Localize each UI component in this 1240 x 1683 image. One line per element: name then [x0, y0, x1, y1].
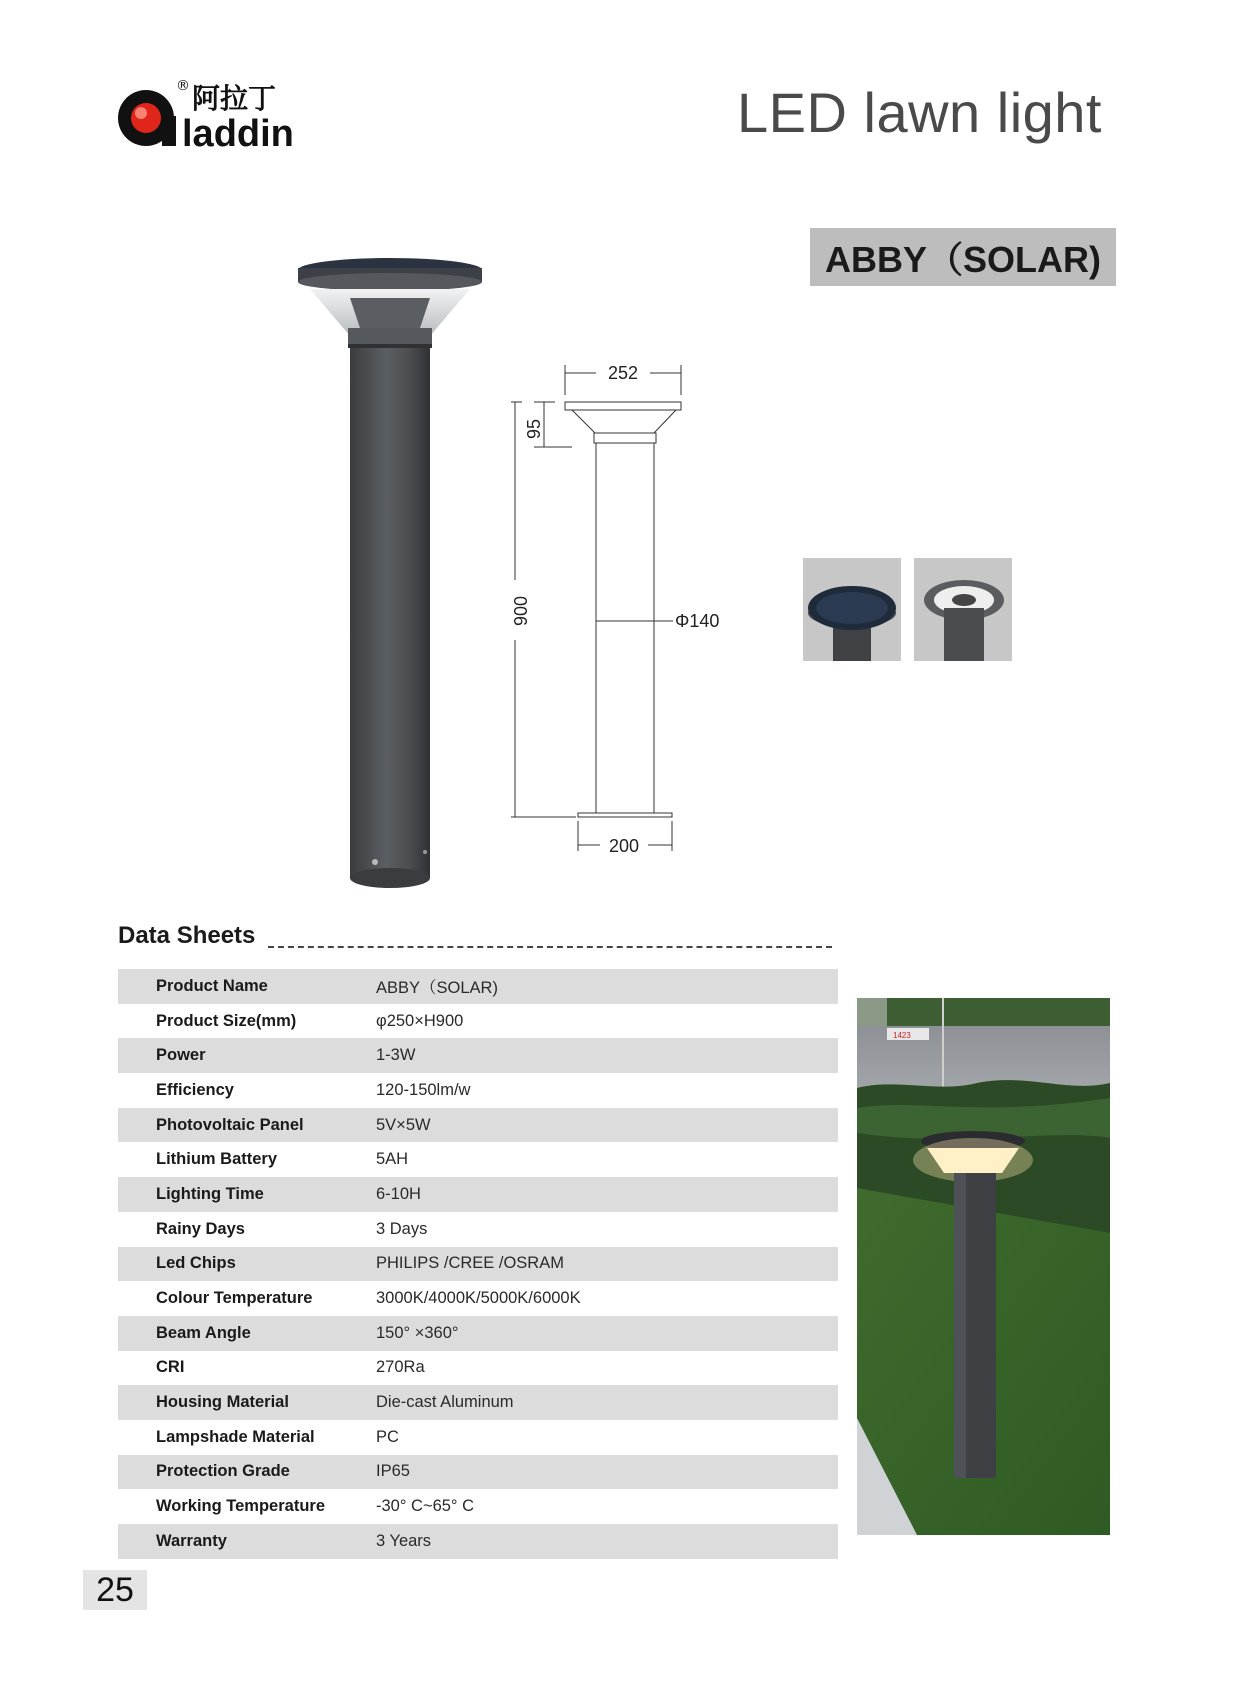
spec-value: 1-3W [376, 1046, 416, 1065]
spec-row [118, 1038, 838, 1073]
dim-base-width: 200 [608, 836, 640, 856]
spec-row [118, 1385, 838, 1420]
spec-row [118, 1212, 838, 1247]
spec-value: 3000K/4000K/5000K/6000K [376, 1289, 581, 1308]
spec-value: φ250×H900 [376, 1011, 464, 1030]
scene-photo [857, 998, 1110, 1535]
spec-label: Lighting Time [156, 1184, 264, 1203]
dim-pole-diameter: Φ140 [675, 611, 720, 631]
spec-row [118, 1177, 838, 1212]
spec-value: ABBY（SOLAR) [376, 979, 498, 998]
spec-label: Photovoltaic Panel [156, 1115, 304, 1134]
spec-label: Beam Angle [156, 1323, 251, 1342]
spec-label: Efficiency [156, 1080, 234, 1099]
spec-label: Warranty [156, 1531, 227, 1550]
spec-value: 3 Days [376, 1219, 428, 1238]
spec-row [118, 1073, 838, 1108]
product-render-image [280, 258, 500, 890]
spec-value: PC [376, 1427, 399, 1446]
spec-value: IP65 [376, 1462, 410, 1481]
street-sign-text: 1423 [893, 1031, 911, 1040]
dimension-drawing [510, 355, 750, 875]
spec-row [118, 1489, 838, 1524]
model-banner: ABBY（SOLAR) [810, 228, 1116, 286]
spec-label: Lithium Battery [156, 1150, 278, 1169]
spec-value: 5AH [376, 1150, 409, 1169]
spec-row [118, 1108, 838, 1143]
thumbnail-bottom-view [914, 558, 1012, 661]
spec-value: 150° ×360° [376, 1323, 459, 1342]
spec-table [118, 969, 838, 1559]
spec-row [118, 1247, 838, 1282]
spec-label: Colour Temperature [156, 1289, 313, 1308]
dashed-divider [268, 946, 832, 948]
thumbnail-top-view [803, 558, 901, 661]
spec-row [118, 1004, 838, 1039]
spec-row [118, 1524, 838, 1559]
spec-row [118, 969, 838, 1004]
registered-mark: ® [176, 78, 190, 94]
spec-row [118, 1420, 838, 1455]
brand-logo [114, 76, 314, 156]
spec-value: 120-150lm/w [376, 1080, 471, 1099]
spec-value: -30° C~65° C [376, 1497, 475, 1516]
page-number: 25 [83, 1570, 147, 1610]
spec-label: Protection Grade [156, 1462, 290, 1481]
spec-label: Power [156, 1046, 206, 1065]
spec-value: 6-10H [376, 1184, 421, 1203]
page-title: LED lawn light [737, 81, 1102, 144]
spec-value: 5V×5W [376, 1115, 431, 1134]
spec-row [118, 1351, 838, 1386]
spec-row [118, 1316, 838, 1351]
spec-value: Die-cast Aluminum [376, 1393, 514, 1412]
dim-top-width: 252 [607, 363, 639, 383]
logo-cn-wordmark: 阿拉丁 [192, 82, 277, 115]
spec-label: Product Size(mm) [156, 1011, 297, 1030]
logo-wordmark: laddin [182, 113, 294, 155]
spec-label: Working Temperature [156, 1497, 326, 1516]
data-sheets-heading: Data Sheets [118, 922, 256, 949]
dim-total-height: 900 [511, 595, 531, 627]
spec-label: Housing Material [156, 1393, 289, 1412]
spec-value: 270Ra [376, 1358, 425, 1377]
spec-label: CRI [156, 1358, 185, 1377]
spec-label: Led Chips [156, 1254, 236, 1273]
spec-label: Product Name [156, 976, 268, 995]
spec-value: PHILIPS /CREE /OSRAM [376, 1254, 564, 1273]
spec-value: 3 Years [376, 1531, 432, 1550]
spec-row [118, 1455, 838, 1490]
dim-head-height: 95 [524, 418, 544, 440]
spec-label: Rainy Days [156, 1219, 245, 1238]
spec-row [118, 1142, 838, 1177]
spec-label: Lampshade Material [156, 1427, 315, 1446]
spec-row [118, 1281, 838, 1316]
